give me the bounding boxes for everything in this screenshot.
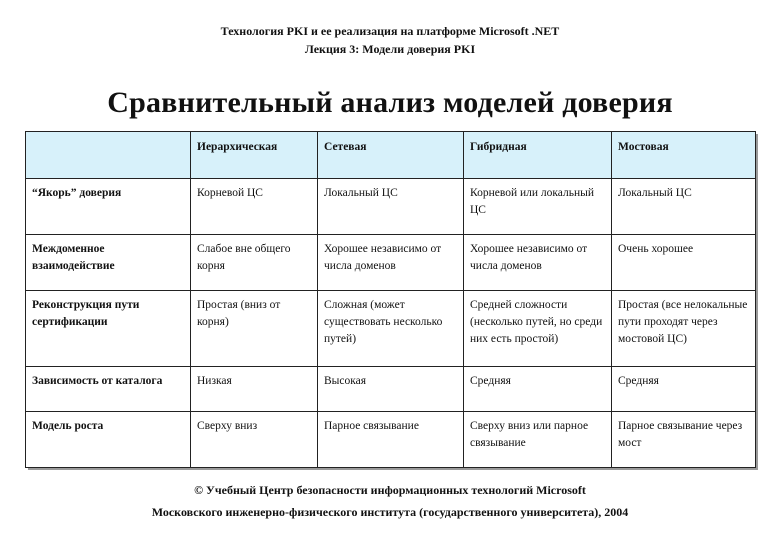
table-cell: Средняя xyxy=(464,367,612,412)
table-row xyxy=(26,235,756,291)
table-row xyxy=(26,179,756,235)
course-title: Технология PKI и ее реализация на платформе Microsoft .NET xyxy=(220,24,560,38)
table-cell: Локальный ЦС xyxy=(318,179,464,235)
institute-line: Московского инженерно-физического института (государственного университета), 2004 xyxy=(151,505,629,519)
table-cell: Корневой ЦС xyxy=(191,179,318,235)
table-cell: Слабое вне общего корня xyxy=(191,235,318,291)
header-cell-hierarchical: Иерархическая xyxy=(191,132,318,179)
table-cell: Высокая xyxy=(318,367,464,412)
header-cell-empty xyxy=(26,132,191,179)
row-label-interdomain: Междоменное взаимодействие xyxy=(26,235,191,291)
slide-header xyxy=(0,22,780,58)
page-title: Сравнительный анализ моделей доверия xyxy=(107,86,673,119)
table-cell: Сверху вниз xyxy=(191,412,318,468)
table-cell: Очень хорошее xyxy=(612,235,756,291)
table-cell: Средняя xyxy=(612,367,756,412)
table-cell: Парное связывание через мост xyxy=(612,412,756,468)
row-label-path-construction: Реконструкция пути сертификации xyxy=(26,291,191,367)
table-row xyxy=(26,367,756,412)
header-cell-network: Сетевая xyxy=(318,132,464,179)
table-cell: Корневой или локальный ЦС xyxy=(464,179,612,235)
table-cell: Средней сложности (несколько путей, но среди них есть простой) xyxy=(464,291,612,367)
header-cell-bridge: Мостовая xyxy=(612,132,756,179)
table-cell: Простая (все нелокальные пути проходят через мостовой ЦС) xyxy=(612,291,756,367)
copyright-line: © Учебный Центр безопасности информационных технологий Microsoft xyxy=(194,483,586,497)
table-cell: Хорошее независимо от числа доменов xyxy=(318,235,464,291)
table-cell: Сложная (может существовать несколько путей) xyxy=(318,291,464,367)
table-cell: Локальный ЦС xyxy=(612,179,756,235)
row-label-growth-model: Модель роста xyxy=(26,412,191,468)
table-cell: Сверху вниз или парное связывание xyxy=(464,412,612,468)
table-row xyxy=(26,291,756,367)
lecture-title: Лекция 3: Модели доверия PKI xyxy=(304,42,476,56)
table-cell: Простая (вниз от корня) xyxy=(191,291,318,367)
comparison-table-container xyxy=(25,131,755,467)
table-cell: Хорошее независимо от числа доменов xyxy=(464,235,612,291)
row-label-directory-dependency: Зависимость от каталога xyxy=(26,367,191,412)
table-cell: Парное связывание xyxy=(318,412,464,468)
header-cell-hybrid: Гибридная xyxy=(464,132,612,179)
comparison-table xyxy=(25,131,756,468)
table-row xyxy=(26,412,756,468)
row-label-trust-anchor: “Якорь” доверия xyxy=(26,179,191,235)
table-cell: Низкая xyxy=(191,367,318,412)
table-header-row xyxy=(26,132,756,179)
slide-footer xyxy=(0,479,780,523)
